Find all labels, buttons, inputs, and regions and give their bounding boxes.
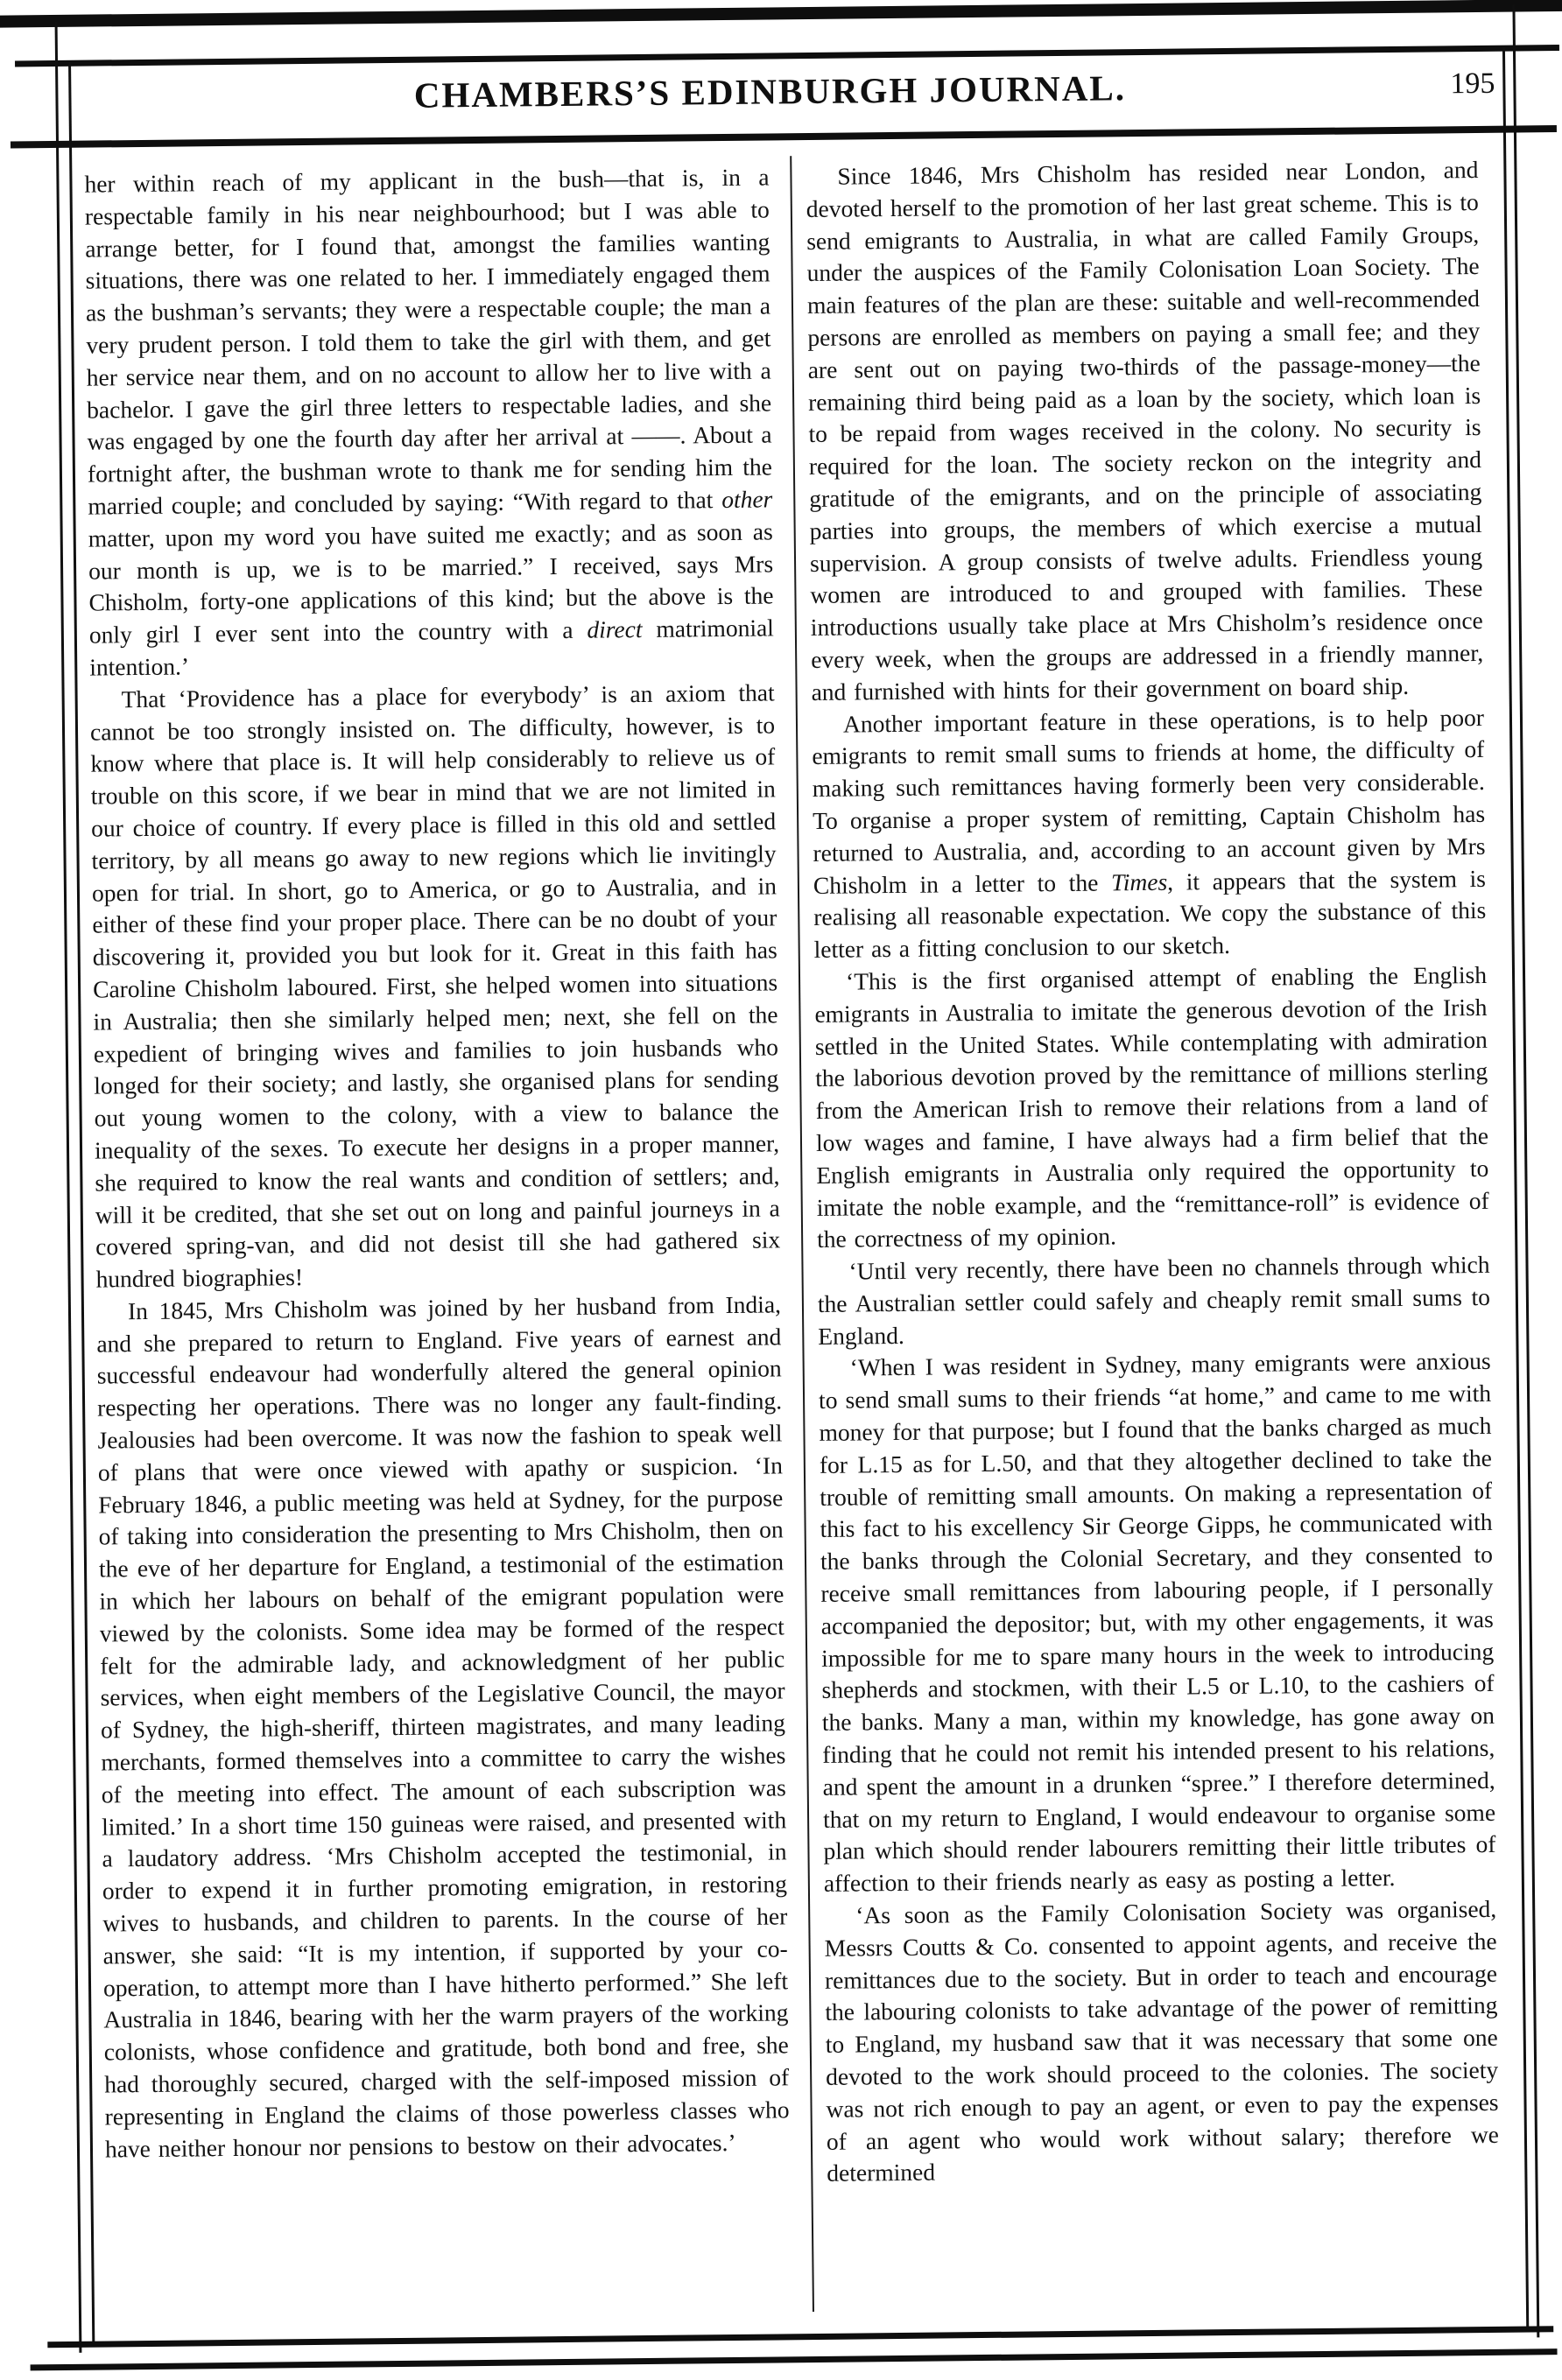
paragraph: [84, 161, 774, 684]
text-run: ‘When I was resident in Sydney, many emigrants were anxious to send small sums to their friends “at home,” and came to me with money for that purpose; but I found that the banks charged as much for L.15 as for L.50, and that they altogether declined to take the trouble of remitting small amounts. On making a representation of this fact to his excellency Sir George Gipps, he communicated with the banks through the Colonial Secretary, and they consented to receive small remittances from labouring people, if I personally accompanied the depositor; but, with my other engagements, it was impossible for me to spare many hours in the week to introducing shepherds and stockmen, with their L.5 or L.10, to the cashiers of the banks. Many a man, within my knowledge, has gone away on finding that he could not remit his intended present to his relations, and spent the amount in a drunken “spree.” I therefore determined, that on my return to England, I would endeavour to organise some plan which should render labourers remitting their little tributes of affection to their friends nearly as easy as posting a letter.: [818, 1347, 1496, 1898]
text-run: ‘This is the first organised attempt of enabling the English emigrants in Australia to imitate the generous devotion of the Irish settled in the United States. While contemplating with admiration the laborious devotion proved by the remittance of millions sterling from the American Irish to remove their relations from a land of low wages and famine, I have always had a firm belief that the English emigrants in Australia only required the opportunity to imitate the noble example, and the “remittance-roll” is evidence of the correctness of my opinion.: [814, 960, 1489, 1253]
paragraph: [819, 1345, 1497, 1900]
text-run: ‘Until very recently, there have been no channels through which the Australian settler could safely and cheaply remit small sums to England.: [817, 1250, 1491, 1350]
text-run: matter, upon my word you have suited me exactly; and as soon as our month is up, we is to be married.” I received, says Mrs Chisholm, forty-one applications of this kind; but the above is the only girl I ever sent into the country with a: [88, 517, 774, 649]
text-run: Since 1846, Mrs Chisholm has resided near London, and devoted herself to the promotion of her last great scheme. This is to send emigrants to Australia, in what are called Family Groups, under the auspices of the Family Colonisation Loan Society. The main features of the plan are these: suitable and well-recommended persons are enrolled as members on paying a small fee; and they are sent out on paying two-thirds of the passage-money—the remaining third being paid as a loan by the society, which loan is to be repaid from wages received in the colony. No security is required for the loan. The society reckon on the integrity and gratitude of the emigrants, and on the principle of associating parties into groups, the members of which exercise a mutual supervision. A group consists of twelve adults. Friendless young women are introduced to and grouped with families. These introductions usually take place at Mrs Chisholm’s residence once every week, when the groups are addressed in a friendly manner, and furnished with hints for their government on board ship.: [806, 155, 1484, 706]
right-column: [806, 154, 1501, 2324]
paragraph: [814, 959, 1489, 1256]
text-run: , it appears that the system is realising all reasonable expectation. We copy the substance of this letter as a fitting conclusion to our sketch.: [813, 864, 1487, 964]
italic-text-run: direct: [587, 615, 643, 643]
article-body: [84, 154, 1501, 2332]
page-header: [0, 55, 1551, 138]
paragraph: [96, 1288, 790, 2166]
text-run: matrimonial intention.’: [89, 614, 775, 681]
paragraph: [824, 1893, 1499, 2190]
text-run: ‘As soon as the Family Colonisation Society was organised, Messrs Coutts & Co. consented to appoint agents, and receive the remittances due to the society. But in order to teach and encourage the labouring colonists to take advantage of the power of remitting to England, my husband saw that it was necessary that some one devoted to the work should proceed to the colonies. The society was not rich enough to pay an agent, or even to pay the expenses of an agent who would work without salary; therefore we determined: [824, 1894, 1500, 2187]
journal-title: CHAMBERS’S EDINBURGH JOURNAL.: [413, 67, 1127, 116]
italic-text-run: other: [721, 485, 773, 514]
text-run: That ‘Providence has a place for everybody’ is an axiom that cannot be too strongly insisted on. The difficulty, however, is to know where that place is. It will help considerably to relieve us of trouble on this score, if we bear in mind that we are not limited in our choice of country. If every place is filled in this old and settled territory, by all means go away to new regions which lie invitingly open for trial. In short, go to America, or go to Australia, and in either of these find your proper place. There can be no doubt of your discovering it, provided you but look for it. Great in this faith has Caroline Chisholm laboured. First, she helped women into situations in Australia; then she similarly helped men; next, she fell on the expedient of bringing wives and families to join husbands who longed for their society; and lastly, she organised plans for sending out young women to the colony, with a view to balance the inequality of the sexes. To execute her designs in a proper manner, she required to know the real wants and condition of settlers; and, will it be credited, that she set out on long and painful journeys in a covered spring-van, and did not desist till she had gathered six hundred biographies!: [89, 678, 781, 1293]
paragraph: [812, 701, 1487, 965]
left-outer-border: [55, 22, 82, 2353]
paragraph: [817, 1249, 1490, 1352]
page-number: 195: [1450, 67, 1495, 101]
paragraph: [806, 154, 1484, 709]
text-run: Another important feature in these operations, is to help poor emigrants to remit small sums to friends at home, the difficulty of making such remittances having formerly been very considerable. To organise a proper system of remitting, Captain Chisholm has returned to Australia, and, according to an account given by Mrs Chisholm in a letter to the: [812, 703, 1486, 899]
bottom-outer-rule: [31, 2348, 1558, 2370]
left-column: [84, 161, 792, 2331]
paragraph: [89, 677, 780, 1295]
text-run: In 1845, Mrs Chisholm was joined by her husband from India, and she prepared to return to England. Five years of earnest and successful endeavour had wonderfully altered the general opinion respecting her operations. There was no longer any fault-finding. Jealousies had been overcome. It was now the fashion to speak well of plans that were once viewed with apathy or suspicion. ‘In February 1846, a public meeting was held at Sydney, for the purpose of taking into consideration the presenting to Mrs Chisholm, then on the eve of her departure for England, a testimonial of the estimation in which her labours on behalf of the emigrant population were viewed by the colonists. Some idea may be formed of the respect felt for the admirable lady, and acknowledgment of her public services, when eight members of the Legislative Council, the mayor of Sydney, the high-sheriff, thirteen magistrates, and many leading merchants, formed themselves into a committee to carry the wishes of the meeting into effect. The amount of each subscription was limited.’ In a short time 150 guineas were raised, and presented with a laudatory address. ‘Mrs Chisholm accepted the testimonial, in order to expend it in further promoting emigration, in restoring wives to husbands, and children to parents. In the course of her answer, she said: “It is my intention, if supported by your co-operation, to attempt more than I have hitherto performed.” She left Australia in 1846, bearing with her the warm prayers of the working colonists, whose confidence and gratitude, both bond and free, she had thoroughly secured, charged with the self-imposed mission of representing in England the claims of those powerless classes who have neither honour nor pensions to bestow on their advocates.’: [96, 1290, 790, 2163]
text-run: her within reach of my applicant in the bush—that is, in a respectable family in his near neighbourhood; but I was able to arrange better, for I found that, amongst the families wanting situations, there was one related to her. I immediately engaged them as the bushman’s servants; they were a respectable couple; the man a very prudent person. I told them to take the girl with them, and get her service near them, and on no account to allow her to live with a bachelor. I gave the girl three letters to respectable ladies, and she was engaged by one the fourth day after her arrival at ——. About a fortnight after, the bushman wrote to thank me for sending him the married couple; and concluded by saying: “With regard to that: [84, 163, 773, 520]
italic-text-run: Times: [1110, 867, 1168, 895]
